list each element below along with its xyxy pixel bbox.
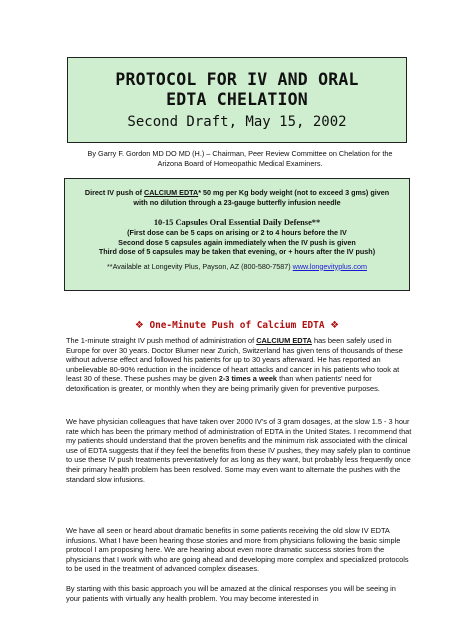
availability-text: **Available at Longevity Plus, Payson, AZ (800-580-7587) xyxy=(107,261,293,271)
byline-line-1: By Garry F. Gordon MD DO MD (H.) – Chairman, Peer Review Committee on Chelation for the xyxy=(87,149,393,158)
title-box xyxy=(67,57,407,143)
title-subtitle: Second Draft, May 15, 2002 xyxy=(127,114,347,130)
capsules-line-1: (First dose can be 5 caps on arising or 2 to 4 hours before the IV xyxy=(127,228,347,237)
capsules-title: 10-15 Capsules Oral Essential Daily Defense** xyxy=(153,218,321,227)
availability-note xyxy=(65,262,409,272)
dose-instructions xyxy=(65,188,409,207)
paragraph-4: By starting with this basic approach you will be amazed at the clinical responses you will be seeing in your patients with virtually any health problem. You may become interested in xyxy=(66,584,396,603)
byline-line-2: Arizona Board of Homeopathic Medical Examiners. xyxy=(157,159,323,168)
dose-drug: CALCIUM EDTA xyxy=(144,188,199,197)
section-heading xyxy=(60,320,414,331)
section-heading-text: One-Minute Push of Calcium EDTA xyxy=(149,320,325,331)
title-line-1: PROTOCOL FOR IV AND ORAL xyxy=(115,70,359,89)
diamond-bullet-icon: ❖ xyxy=(134,320,144,331)
longevity-plus-link[interactable]: www.longevityplus.com xyxy=(292,261,367,271)
p1-text-a: The 1-minute straight IV push method of administration of xyxy=(66,336,257,345)
dose-pre: Direct IV push of xyxy=(84,188,145,197)
byline xyxy=(60,149,420,169)
paragraph-1 xyxy=(66,336,412,394)
capsules-line-3: Third dose of 5 capsules may be taken that evening, or + hours after the IV push) xyxy=(98,247,376,256)
p1-text-b: has been safely used in Europe for over 30 years. Doctor Blumer near Zurich, Switzerland has given tens of thousands of these without adverse effect and followed his patients for up to 30 years afterward. He has reported an unbelievable 80-90% reduction in the incidence of heart attacks and cancer in his patients who took at least 30 of these. These pushes may be given xyxy=(66,336,403,384)
p1-text-c: than when patients' need for detoxification is greater, or monthly when they are being primarily given for preventive purposes. xyxy=(66,374,380,393)
p1-drug: CALCIUM EDTA xyxy=(256,336,312,345)
capsules-line-2: Second dose 5 capsules again immediately when the IV push is given xyxy=(118,237,356,247)
dose-line-2: with no dilution through a 23-gauge butterfly infusion needle xyxy=(133,197,341,207)
protocol-box xyxy=(64,178,410,291)
p1-frequency: 2-3 times a week xyxy=(218,374,278,384)
diamond-bullet-icon: ❖ xyxy=(330,320,340,331)
dose-post: * 50 mg per Kg body weight (not to exceed 3 gms) given xyxy=(198,188,390,197)
paragraph-3: We have all seen or heard about dramatic benefits in some patients receiving the old slow IV EDTA infusions. What I have been hearing those stories and more from physicians following the basic simple protocol I am proposing here. We are hearing about even more dramatic success stories from the physicians that I work with who are going ahead and developing more complex and specialized protocols to be used in the treatment of advanced complex diseases. xyxy=(66,526,409,574)
paragraph-2: We have physician colleagues that have taken over 2000 IV's of 3 gram dosages, at the slow 1.5 - 3 hour rate which has been the primary method of administration of EDTA in the United States. I recommend that my patients should understand that the proven benefits and the minimum risk associated with the clinical use of EDTA suggests that if they feel the benefits from these IV pushes, they may safely plan to continue to use these IV push treatments preventatively for as long as they want, but probably less frequently once their primary health problem has been resolved. Some may even want to alternate the pushes with the standard slow infusions. xyxy=(66,417,412,484)
title-line-2: EDTA CHELATION xyxy=(166,90,308,109)
